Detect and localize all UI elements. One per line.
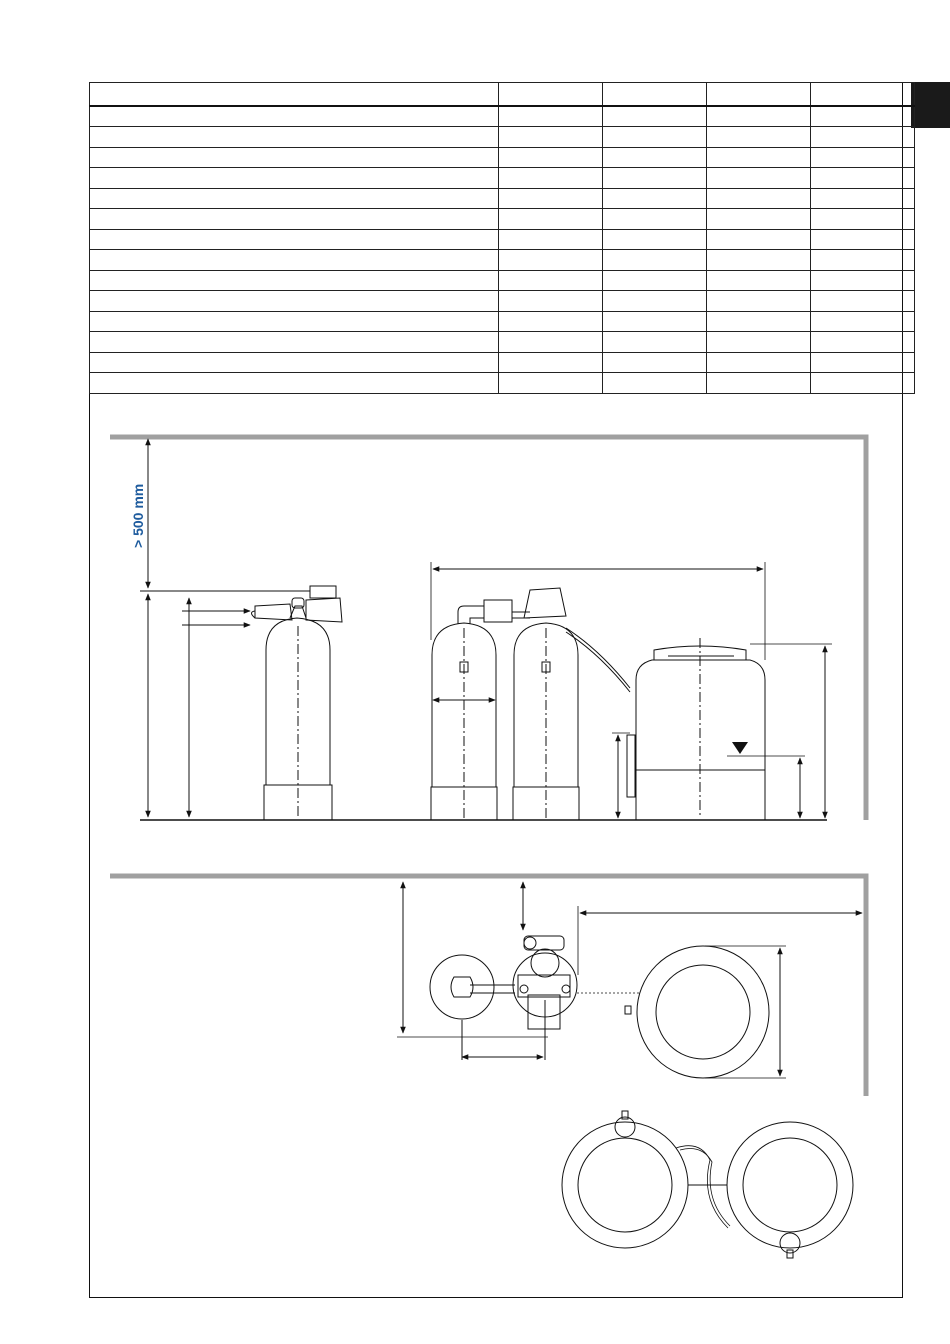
brine-tank: [627, 638, 765, 820]
water-level-icon: [732, 742, 748, 754]
top-brine-tank: [625, 946, 769, 1078]
top-view: [110, 876, 866, 1096]
wall-frame: [110, 876, 866, 1096]
top-tank-left: [430, 955, 515, 1060]
side-view: [110, 437, 866, 820]
duplex-tank-right: [512, 588, 630, 820]
single-tank: [252, 586, 343, 820]
clearance-label: > 500 mm: [130, 483, 146, 548]
wall-frame: [110, 437, 866, 820]
dual-tank-top-view: [562, 1111, 853, 1258]
top-tank-right: [513, 936, 577, 1060]
duplex-tank-left: [431, 600, 512, 820]
